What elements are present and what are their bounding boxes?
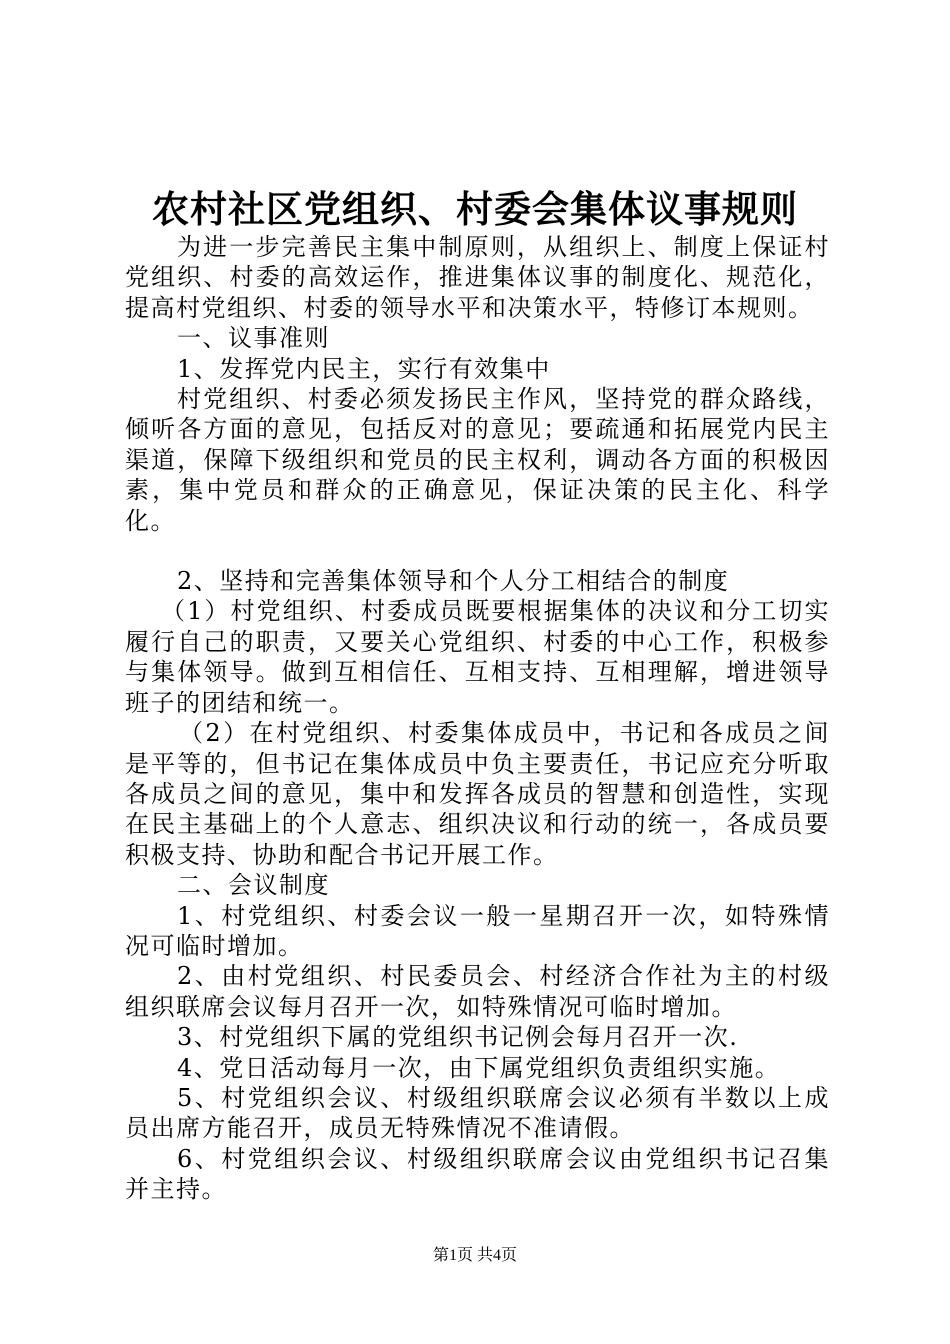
heading-section-1: 一、议事准则 bbox=[177, 324, 330, 353]
heading-item-1-2: 2、坚持和完善集体领导和个人分工相结合的制度 bbox=[177, 567, 730, 596]
paragraph-intro: 为进一步完善民主集中制原则，从组织上、制度上保证村党组织、村委的高效运作，推进集体议事的制度化、规范化，提高村党组织、村委的领导水平和决策水平，特修订本规则。 bbox=[125, 233, 830, 322]
page-number-footer: 第1页 共4页 bbox=[432, 1247, 517, 1264]
document-body bbox=[125, 232, 830, 1205]
heading-item-1-1: 1、发挥党内民主，实行有效集中 bbox=[177, 354, 551, 383]
paragraph-item-2-6: 6、村党组织会议、村级组织联席会议由党组织书记召集并主持。 bbox=[125, 1144, 830, 1204]
paragraph-item-1-2-2: （2）在村党组织、村委集体成员中，书记和各成员之间是平等的，但书记在集体成员中负主要责任，书记应充分听取各成员之间的意见，集中和发挥各成员的智慧和创造性，实现在民主基础上的个人意志、组织决议和行动的统一，各成员要积极支持、协助和配合书记开展工作。 bbox=[125, 719, 830, 869]
paragraph-item-1-2-1: （1）村党组织、村委成员既要根据集体的决议和分工切实履行自己的职责，又要关心党组织、村委的中心工作，积极参与集体领导。做到互相信任、互相支持、互相理解，增进领导班子的团结和统一。 bbox=[125, 597, 830, 717]
paragraph-item-1-1: 村党组织、村委必须发扬民主作风，坚持党的群众路线，倾听各方面的意见，包括反对的意见；要疏通和拓展党内民主渠道，保障下级组织和党员的民主权利，调动各方面的积极因素，集中党员和群众的正确意见，保证决策的民主化、科学化。 bbox=[125, 385, 830, 535]
heading-section-2: 二、会议制度 bbox=[177, 871, 330, 900]
paragraph-item-2-4: 4、党日活动每月一次，由下属党组织负责组织实施。 bbox=[177, 1053, 781, 1082]
paragraph-item-2-2: 2、由村党组织、村民委员会、村经济合作社为主的村级组织联席会议每月召开一次，如特殊情况可临时增加。 bbox=[125, 962, 830, 1021]
paragraph-item-2-3: 3、村党组织下属的党组织书记例会每月召开一次. bbox=[177, 1023, 739, 1052]
paragraph-item-2-1: 1、村党组织、村委会议一般一星期召开一次，如特殊情况可临时增加。 bbox=[125, 901, 830, 960]
paragraph-item-2-5: 5、村党组织会议、村级组织联席会议必须有半数以上成员出席方能召开，成员无特殊情况不准请假。 bbox=[125, 1083, 830, 1143]
document-title: 农村社区党组织、村委会集体议事规则 bbox=[152, 187, 798, 231]
